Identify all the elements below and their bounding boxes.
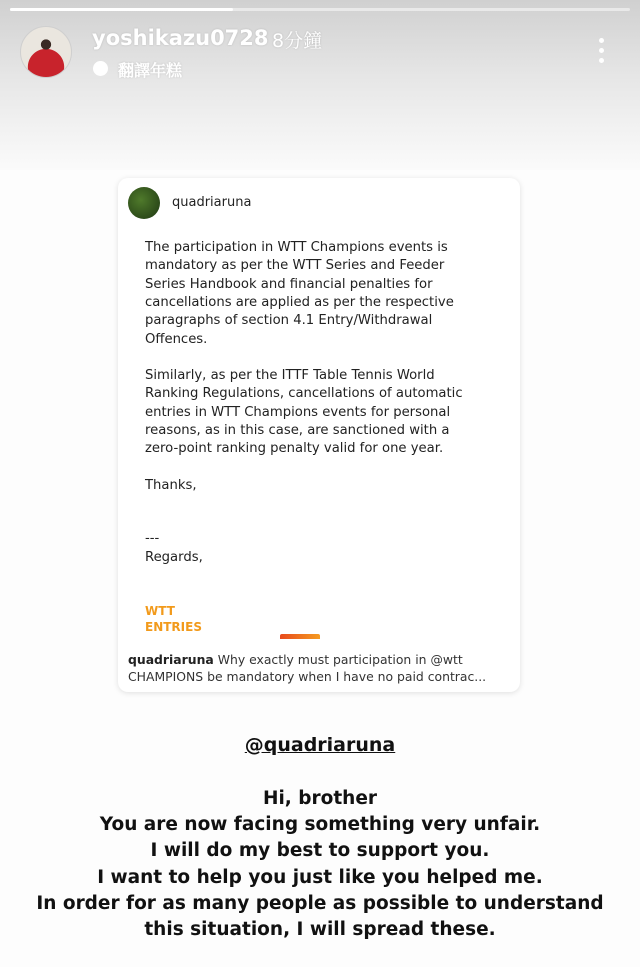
post-message-line: reasons, as in this case, are sanctioned with a: [145, 423, 450, 438]
post-message-line: zero-point ranking penalty valid for one year.: [145, 441, 444, 457]
story-text-block: [0, 786, 640, 943]
avatar[interactable]: [20, 26, 72, 78]
post-separator: ---: [145, 531, 160, 546]
story-text-line: this situation, I will spread these.: [144, 919, 496, 941]
post-message-line: Series Handbook and financial penalties for: [145, 276, 433, 292]
post-message-line: Offences.: [145, 331, 208, 347]
wtt-entries-logo: [145, 603, 202, 635]
story-text-line: I want to help you just like you helped me.: [97, 866, 543, 888]
orange-accent-bar: [280, 634, 320, 639]
story-username[interactable]: yoshikazu0728: [92, 26, 269, 50]
logo-line: WTT: [145, 604, 175, 618]
story-progress-track: [10, 8, 630, 11]
caption-text: CHAMPIONS be mandatory when I have no paid contrac...: [128, 669, 487, 684]
post-caption: [128, 651, 512, 685]
story-text-line: Hi, brother: [262, 788, 378, 809]
post-message-line: The participation in WTT Champions events is: [145, 240, 448, 255]
post-message-line: paragraphs of section 4.1 Entry/Withdrawal: [145, 313, 433, 329]
post-message-line: Similarly, as per the ITTF Table Tennis World: [145, 368, 435, 384]
post-message-line: mandatory as per the WTT Series and Feeder: [145, 258, 445, 274]
story-text-line: In order for as many people as possible to understand: [36, 892, 604, 914]
post-username: quadriaruna: [172, 195, 252, 210]
translate-dot-icon: [93, 61, 108, 76]
story-progress-fill: [10, 8, 233, 11]
more-options-icon[interactable]: [594, 36, 608, 66]
post-avatar: [128, 187, 160, 219]
story-time: 8分鐘: [272, 30, 323, 52]
post-regards: Regards,: [145, 550, 203, 565]
post-message-line: cancellations are applied as per the respective: [145, 294, 454, 310]
post-message-line: Ranking Regulations, cancellations of automatic: [145, 386, 463, 402]
shared-post-card[interactable]: [118, 178, 520, 692]
post-message-line: Thanks,: [145, 477, 197, 493]
story-text-line: You are now facing something very unfair.: [99, 814, 541, 836]
caption-username: quadriaruna: [128, 652, 214, 667]
caption-text: Why exactly must participation in @wtt: [217, 652, 463, 667]
translate-label[interactable]: 翻譯年糕: [118, 61, 183, 80]
mention-link[interactable]: @quadriaruna: [244, 734, 396, 756]
post-message-line: entries in WTT Champions events for personal: [145, 404, 451, 420]
story-text-line: I will do my best to support you.: [150, 840, 490, 862]
logo-line: ENTRIES: [145, 620, 202, 634]
